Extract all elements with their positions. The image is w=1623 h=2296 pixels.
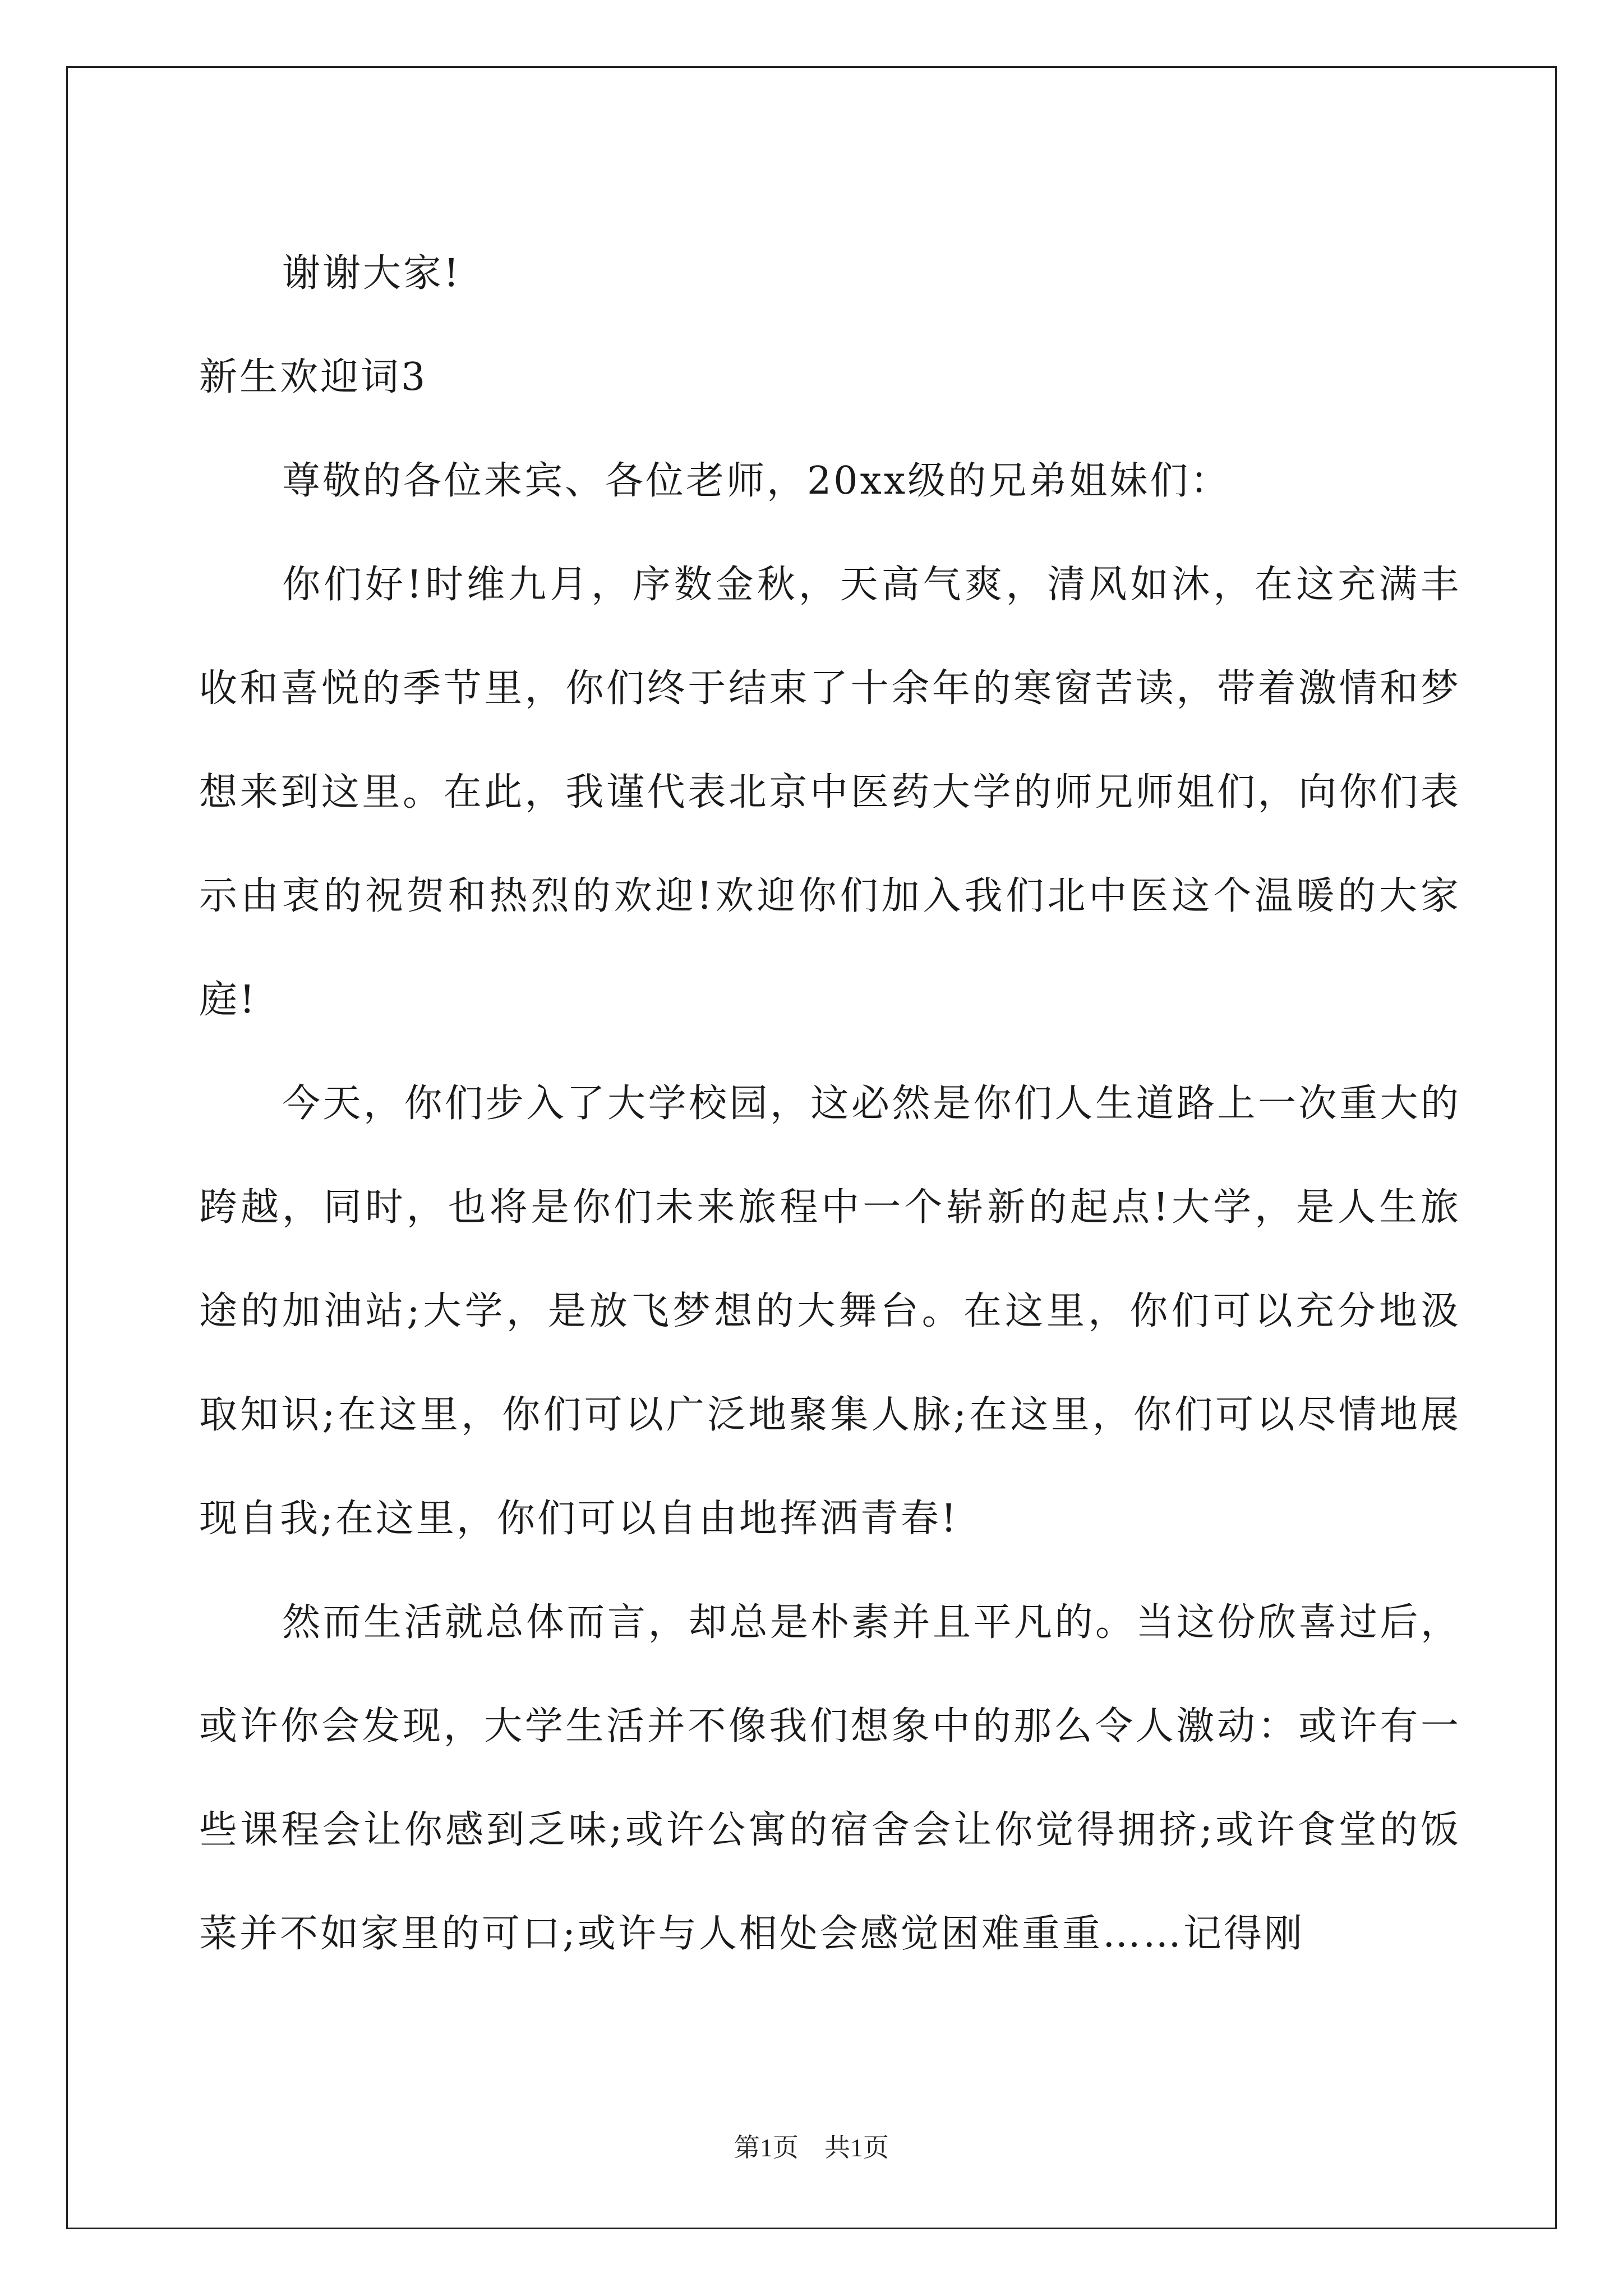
- paragraph-salutation: 尊敬的各位来宾、各位老师，20xx级的兄弟姐妹们：: [282, 459, 1231, 503]
- paragraph-greeting: 你们好!时维九月，序数金秋，天高气爽，清风如沐，在这充满丰收和喜悦的季节里，你们终于结束了十余年的寒窗苦读，带着激情和梦想来到这里。在此，我谨代表北京中医药大学的师兄师姐们，向你们表示由衷的祝贺和热烈的欢迎!欢迎你们加入我们北中医这个温暖的大家庭!: [199, 563, 1461, 1022]
- paragraph-closing-thanks: 谢谢大家!: [282, 251, 462, 296]
- page-number-footer: 第1页 共1页: [734, 2133, 889, 2162]
- paragraph-university-start: 今天，你们步入了大学校园，这必然是你们人生道路上一次重大的跨越，同时，也将是你们未来旅程中一个崭新的起点!大学，是人生旅途的加油站;大学，是放飞梦想的大舞台。在这里，你们可以充分地汲取知识;在这里，你们可以广泛地聚集人脉;在这里，你们可以尽情地展现自我;在这里，你们可以自由地挥洒青春!: [199, 1082, 1461, 1541]
- paragraph-ordinary-life: 然而生活就总体而言，却总是朴素并且平凡的。当这份欣喜过后，或许你会发现，大学生活并不像我们想象中的那么令人激动：或许有一些课程会让你感到乏味;或许公寓的宿舍会让你觉得拥挤;或许食堂的饭菜并不如家里的可口;或许与人相处会感觉困难重重……记得刚: [199, 1600, 1461, 1956]
- section-title: 新生欢迎词3: [199, 355, 428, 399]
- document-body: [199, 222, 1461, 1986]
